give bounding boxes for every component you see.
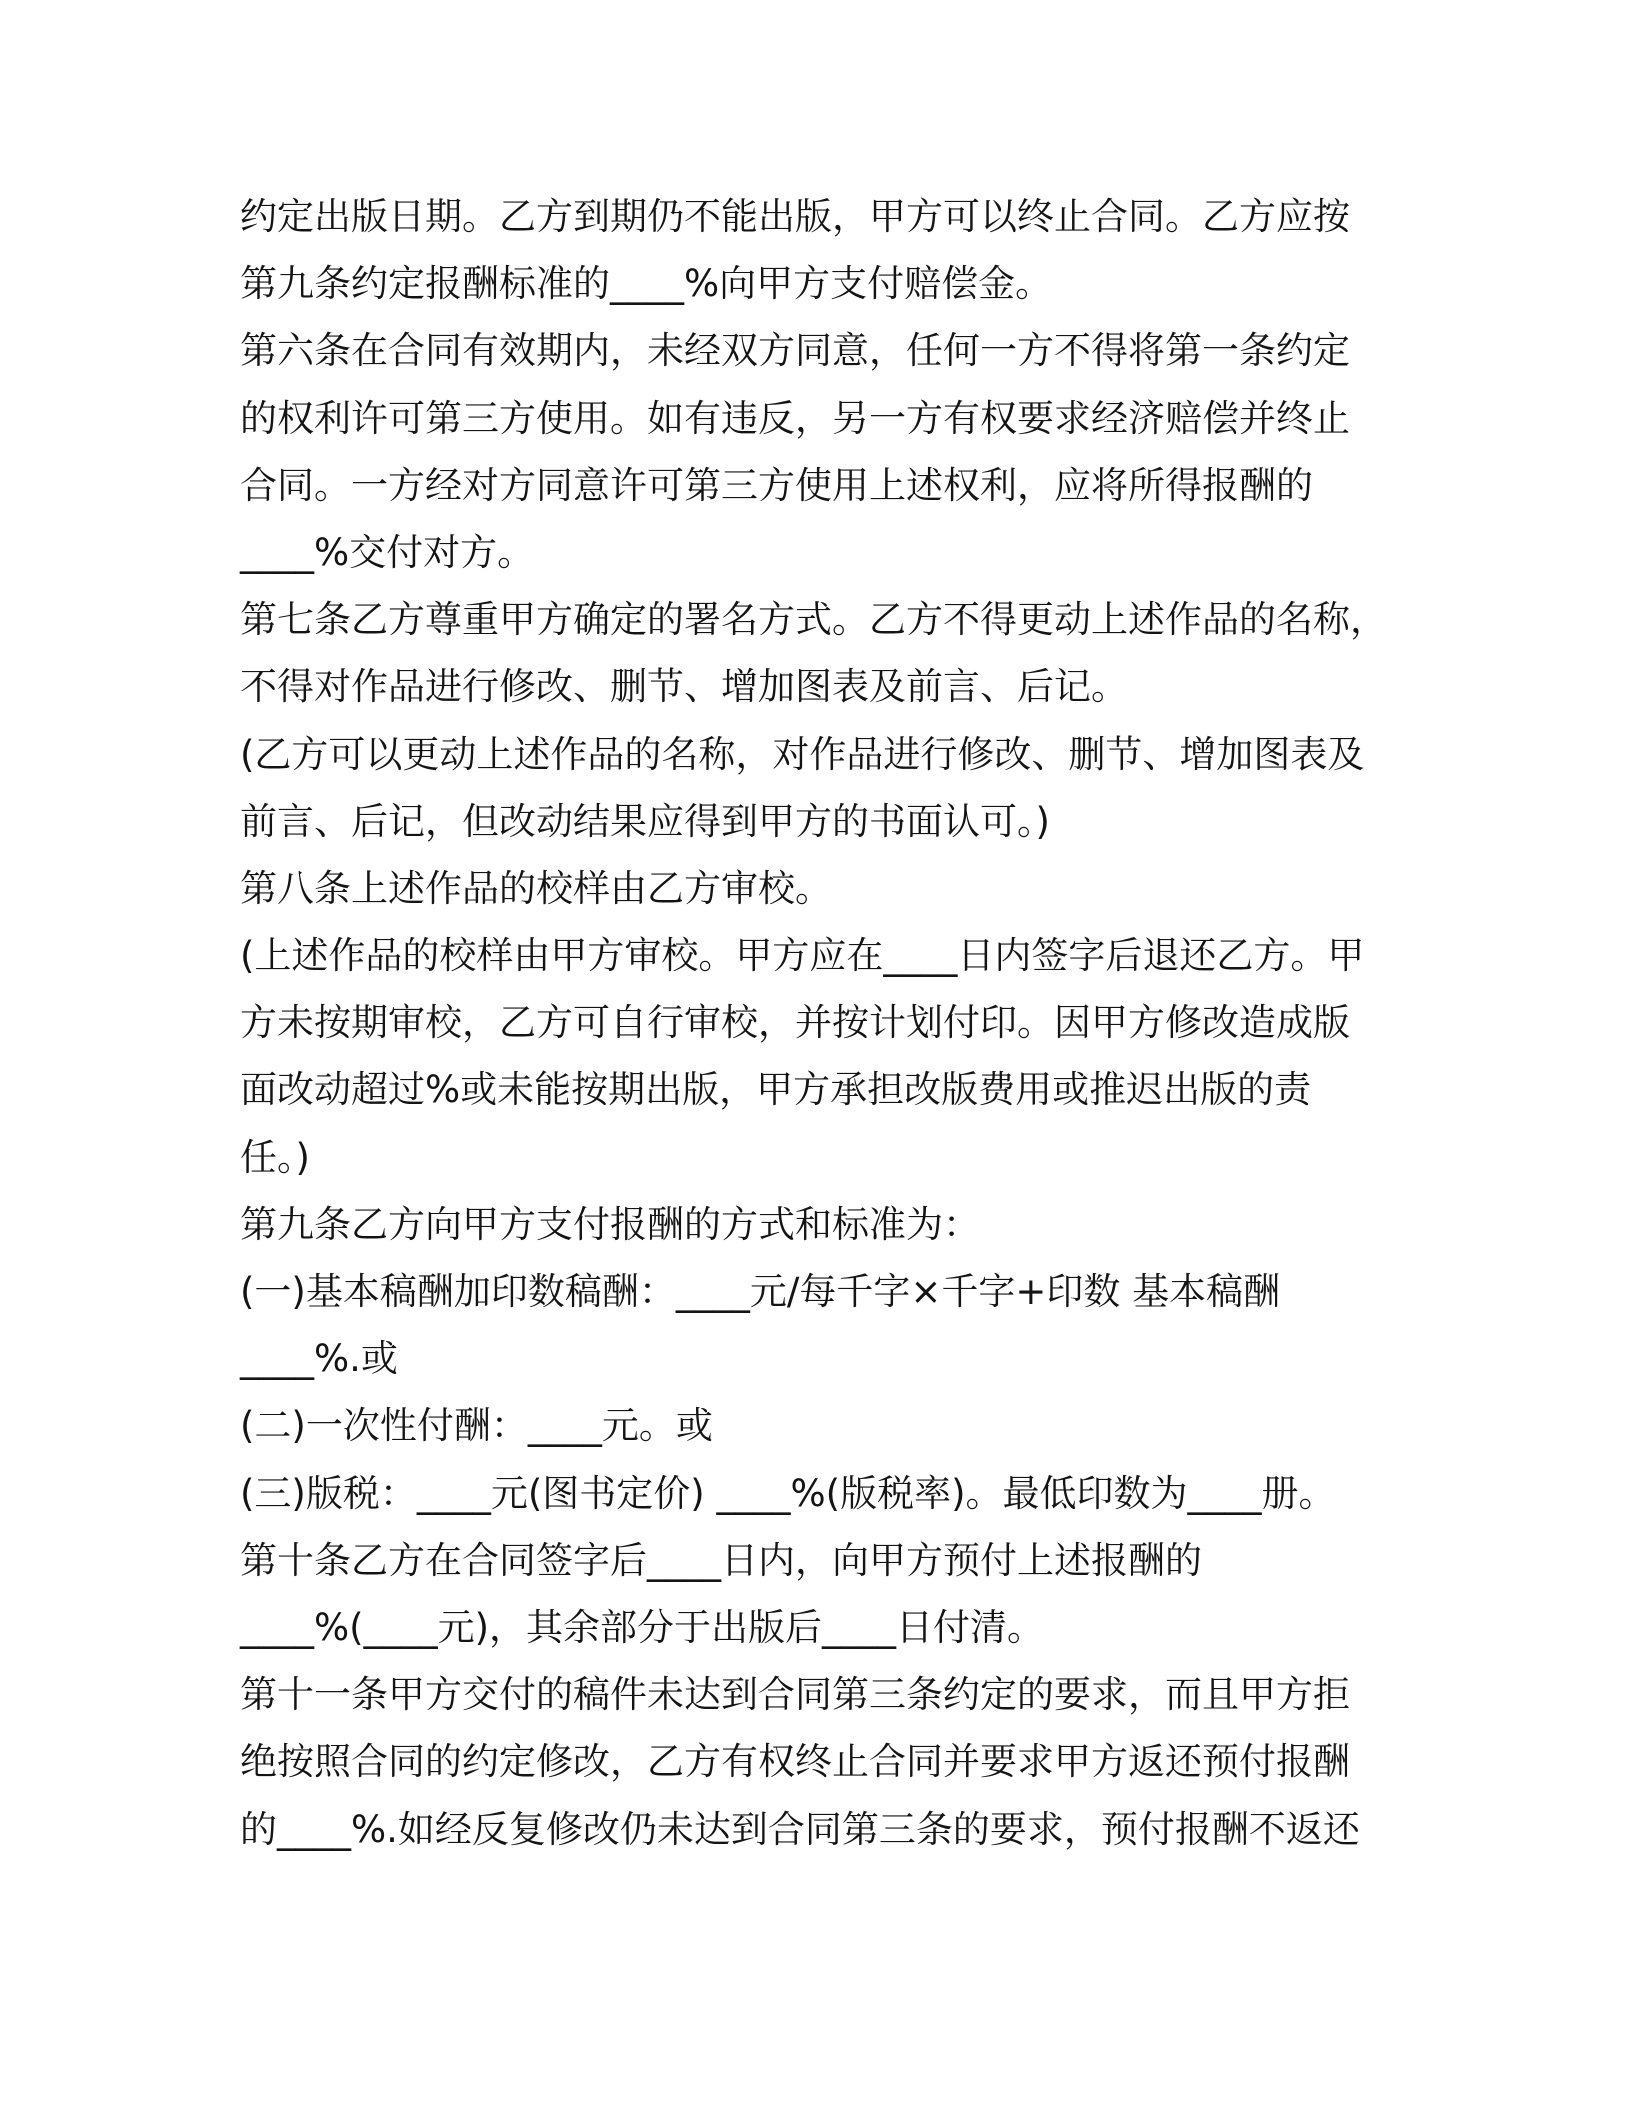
contract-text [240,183,1400,1863]
text-line: (乙方可以更动上述作品的名称，对作品进行修改、删节、增加图表及 [240,732,1365,776]
text-line: 第九条约定报酬标准的____%向甲方支付赔偿金。 [240,262,1053,306]
text-line: 的权利许可第三方使用。如有违反，另一方有权要求经济赔偿并终止 [240,396,1350,440]
text-line: 第九条乙方向甲方支付报酬的方式和标准为： [240,1202,980,1246]
text-line: (上述作品的校样由甲方审校。甲方应在____日内签字后退还乙方。甲 [240,934,1365,978]
text-line: 方未按期审校，乙方可自行审校，并按计划付印。因甲方修改造成版 [240,1001,1350,1045]
text-line: 第八条上述作品的校样由乙方审校。 [240,866,832,910]
text-line: 约定出版日期。乙方到期仍不能出版，甲方可以终止合同。乙方应按 [240,195,1350,238]
text-line: (二)一次性付酬：____元。或 [240,1404,713,1448]
text-line: 绝按照合同的约定修改，乙方有权终止合同并要求甲方返还预付报酬 [240,1740,1350,1784]
text-line: 第十条乙方在合同签字后____日内，向甲方预付上述报酬的 [240,1538,1202,1582]
text-line: 第七条乙方尊重甲方确定的署名方式。乙方不得更动上述作品的名称， [240,598,1387,642]
text-line: 面改动超过%或未能按期出版，甲方承担改版费用或推迟出版的责 [240,1068,1312,1112]
text-line: (三)版税：____元(图书定价) ____%(版税率)。最低印数为____册。 [240,1471,1336,1515]
text-line: 合同。一方经对方同意许可第三方使用上述权利，应将所得报酬的 [240,463,1313,507]
text-line: 第六条在合同有效期内，未经双方同意，任何一方不得将第一条约定 [240,329,1350,373]
text-line: 的____%.如经反复修改仍未达到合同第三条的要求，预付报酬不返还 [240,1807,1360,1851]
text-line: ____%.或 [240,1337,398,1381]
text-line: 不得对作品进行修改、删节、增加图表及前言、后记。 [240,665,1128,709]
text-line: 前言、后记，但改动结果应得到甲方的书面认可。) [240,799,1050,843]
text-line: (一)基本稿酬加印数稿酬：____元/每千字×千字+印数 基本稿酬 [240,1270,1281,1313]
text-line: 第十一条甲方交付的稿件未达到合同第三条约定的要求，而且甲方拒 [240,1673,1350,1717]
text-line: ____%(____元)，其余部分于出版后____日付清。 [240,1605,1045,1649]
text-line: 任。) [240,1135,310,1179]
text-line: ____%交付对方。 [240,530,535,574]
